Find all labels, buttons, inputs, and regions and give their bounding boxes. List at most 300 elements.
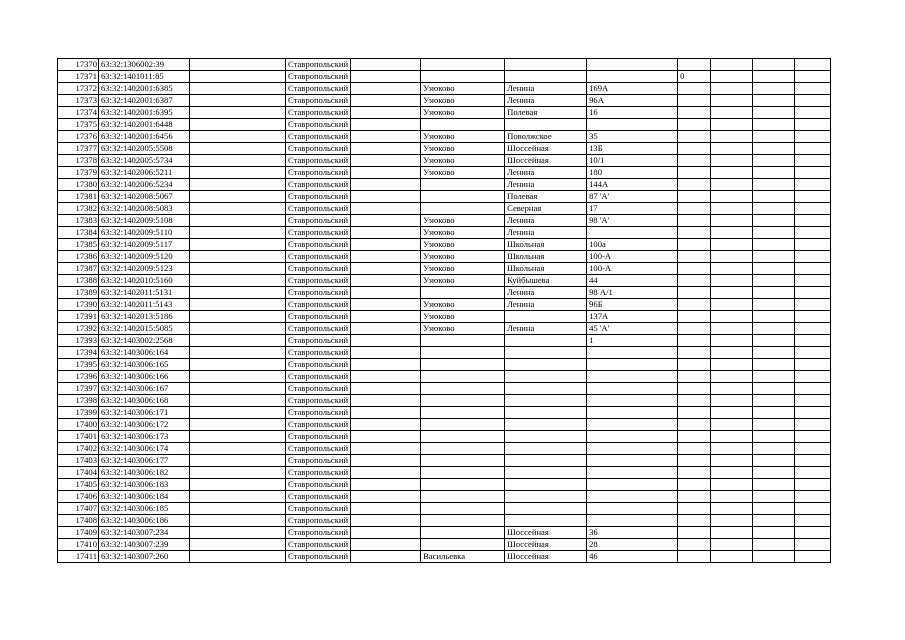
settlement-cell: Узюково: [421, 83, 505, 95]
street-cell: Полевая: [505, 191, 587, 203]
settlement-cell: Узюково: [421, 107, 505, 119]
empty-cell: [753, 95, 795, 107]
table-row: [58, 263, 831, 275]
district-cell: Ставропольский: [286, 479, 351, 491]
extra-cell: [678, 491, 711, 503]
settlement-cell: [421, 335, 505, 347]
empty-cell: [351, 203, 421, 215]
empty-cell: [753, 491, 795, 503]
row-number-cell: 17411: [58, 551, 99, 563]
cadastral-number-cell: 63:32:1403002:2568: [99, 335, 190, 347]
house-cell: 28: [587, 539, 678, 551]
district-cell: Ставропольский: [286, 107, 351, 119]
empty-cell: [711, 191, 753, 203]
district-cell: Ставропольский: [286, 359, 351, 371]
table-row: [58, 155, 831, 167]
settlement-cell: [421, 119, 505, 131]
extra-cell: [678, 311, 711, 323]
row-number-cell: 17385: [58, 239, 99, 251]
table-row: [58, 227, 831, 239]
empty-cell: [711, 227, 753, 239]
extra-cell: [678, 335, 711, 347]
empty-cell: [711, 467, 753, 479]
district-cell: Ставропольский: [286, 143, 351, 155]
table-row: [58, 143, 831, 155]
row-number-cell: 17401: [58, 431, 99, 443]
settlement-cell: [421, 179, 505, 191]
house-cell: [587, 467, 678, 479]
row-number-cell: 17390: [58, 299, 99, 311]
street-cell: [505, 119, 587, 131]
cadastral-number-cell: 63:32:1402013:5186: [99, 311, 190, 323]
empty-cell: [351, 491, 421, 503]
empty-cell: [753, 119, 795, 131]
table-row: [58, 95, 831, 107]
settlement-cell: [421, 467, 505, 479]
empty-cell: [190, 299, 286, 311]
settlement-cell: [421, 539, 505, 551]
settlement-cell: [421, 515, 505, 527]
row-number-cell: 17405: [58, 479, 99, 491]
house-cell: [587, 359, 678, 371]
district-cell: Ставропольский: [286, 467, 351, 479]
empty-cell: [753, 143, 795, 155]
empty-cell: [711, 431, 753, 443]
street-cell: Ленина: [505, 95, 587, 107]
house-cell: 100а: [587, 239, 678, 251]
empty-cell: [190, 107, 286, 119]
cadastral-number-cell: 63:32:1402006:5211: [99, 167, 190, 179]
district-cell: Ставропольский: [286, 59, 351, 71]
empty-cell: [795, 131, 831, 143]
house-cell: 180: [587, 167, 678, 179]
empty-cell: [351, 551, 421, 563]
row-number-cell: 17391: [58, 311, 99, 323]
empty-cell: [351, 443, 421, 455]
table-row: [58, 251, 831, 263]
empty-cell: [190, 131, 286, 143]
settlement-cell: Васильевка: [421, 551, 505, 563]
table-row: [58, 203, 831, 215]
row-number-cell: 17372: [58, 83, 99, 95]
empty-cell: [753, 455, 795, 467]
empty-cell: [351, 311, 421, 323]
settlement-cell: Узюково: [421, 227, 505, 239]
cadastral-number-cell: 63:32:1403006:168: [99, 395, 190, 407]
district-cell: Ставропольский: [286, 71, 351, 83]
settlement-cell: [421, 383, 505, 395]
empty-cell: [351, 527, 421, 539]
cadastral-number-cell: 63:32:1402005:5508: [99, 143, 190, 155]
empty-cell: [190, 395, 286, 407]
table-row: [58, 167, 831, 179]
extra-cell: [678, 515, 711, 527]
empty-cell: [351, 515, 421, 527]
extra-cell: [678, 359, 711, 371]
table-row: [58, 179, 831, 191]
empty-cell: [795, 431, 831, 443]
settlement-cell: Узюково: [421, 143, 505, 155]
empty-cell: [795, 395, 831, 407]
street-cell: [505, 467, 587, 479]
table-row: [58, 479, 831, 491]
street-cell: Ленина: [505, 83, 587, 95]
settlement-cell: [421, 191, 505, 203]
cadastral-number-cell: 63:32:1403006:166: [99, 371, 190, 383]
empty-cell: [190, 239, 286, 251]
house-cell: [587, 455, 678, 467]
district-cell: Ставропольский: [286, 419, 351, 431]
street-cell: [505, 491, 587, 503]
empty-cell: [711, 119, 753, 131]
row-number-cell: 17377: [58, 143, 99, 155]
table-row: [58, 215, 831, 227]
cadastral-number-cell: 63:32:1402006:5234: [99, 179, 190, 191]
house-cell: [587, 71, 678, 83]
empty-cell: [351, 503, 421, 515]
cadastral-number-cell: 63:32:1402001:6385: [99, 83, 190, 95]
extra-cell: [678, 83, 711, 95]
house-cell: 87 'А': [587, 191, 678, 203]
extra-cell: [678, 467, 711, 479]
district-cell: Ставропольский: [286, 239, 351, 251]
extra-cell: [678, 383, 711, 395]
empty-cell: [711, 515, 753, 527]
empty-cell: [351, 263, 421, 275]
empty-cell: [711, 539, 753, 551]
district-cell: Ставропольский: [286, 551, 351, 563]
table-row: [58, 59, 831, 71]
street-cell: Ленина: [505, 323, 587, 335]
empty-cell: [795, 503, 831, 515]
street-cell: [505, 503, 587, 515]
empty-cell: [711, 359, 753, 371]
settlement-cell: [421, 287, 505, 299]
table-row: [58, 467, 831, 479]
row-number-cell: 17409: [58, 527, 99, 539]
street-cell: [505, 395, 587, 407]
cadastral-number-cell: 63:32:1401011:85: [99, 71, 190, 83]
empty-cell: [351, 83, 421, 95]
district-cell: Ставропольский: [286, 203, 351, 215]
district-cell: Ставропольский: [286, 287, 351, 299]
empty-cell: [753, 515, 795, 527]
extra-cell: [678, 119, 711, 131]
empty-cell: [190, 287, 286, 299]
street-cell: [505, 311, 587, 323]
extra-cell: [678, 407, 711, 419]
empty-cell: [795, 107, 831, 119]
table-row: [58, 335, 831, 347]
empty-cell: [711, 479, 753, 491]
empty-cell: [351, 347, 421, 359]
cadastral-number-cell: 63:32:1402005:5734: [99, 155, 190, 167]
table-row: [58, 371, 831, 383]
cadastral-number-cell: 63:32:1306002:39: [99, 59, 190, 71]
empty-cell: [190, 323, 286, 335]
table-row: [58, 443, 831, 455]
empty-cell: [753, 179, 795, 191]
empty-cell: [753, 551, 795, 563]
empty-cell: [753, 323, 795, 335]
empty-cell: [351, 119, 421, 131]
extra-cell: [678, 299, 711, 311]
street-cell: Куйбышева: [505, 275, 587, 287]
street-cell: Поволжское: [505, 131, 587, 143]
settlement-cell: [421, 71, 505, 83]
table-row: [58, 515, 831, 527]
extra-cell: [678, 107, 711, 119]
street-cell: Шоссейная: [505, 527, 587, 539]
empty-cell: [753, 251, 795, 263]
house-cell: [587, 59, 678, 71]
extra-cell: [678, 527, 711, 539]
district-cell: Ставропольский: [286, 215, 351, 227]
empty-cell: [753, 395, 795, 407]
empty-cell: [753, 155, 795, 167]
empty-cell: [190, 467, 286, 479]
street-cell: Полевая: [505, 107, 587, 119]
empty-cell: [795, 203, 831, 215]
cadastral-number-cell: 63:32:1403006:186: [99, 515, 190, 527]
district-cell: Ставропольский: [286, 311, 351, 323]
row-number-cell: 17375: [58, 119, 99, 131]
settlement-cell: [421, 347, 505, 359]
district-cell: Ставропольский: [286, 227, 351, 239]
empty-cell: [351, 395, 421, 407]
empty-cell: [190, 503, 286, 515]
settlement-cell: Узюково: [421, 167, 505, 179]
empty-cell: [190, 539, 286, 551]
empty-cell: [795, 407, 831, 419]
row-number-cell: 17388: [58, 275, 99, 287]
extra-cell: [678, 215, 711, 227]
street-cell: [505, 71, 587, 83]
empty-cell: [795, 527, 831, 539]
house-cell: [587, 347, 678, 359]
cadastral-number-cell: 63:32:1403007:234: [99, 527, 190, 539]
empty-cell: [711, 323, 753, 335]
empty-cell: [190, 59, 286, 71]
empty-cell: [753, 431, 795, 443]
extra-cell: [678, 443, 711, 455]
street-cell: [505, 443, 587, 455]
extra-cell: [678, 275, 711, 287]
empty-cell: [190, 491, 286, 503]
table-row: [58, 383, 831, 395]
row-number-cell: 17400: [58, 419, 99, 431]
district-cell: Ставропольский: [286, 275, 351, 287]
district-cell: Ставропольский: [286, 347, 351, 359]
empty-cell: [711, 179, 753, 191]
row-number-cell: 17383: [58, 215, 99, 227]
row-number-cell: 17404: [58, 467, 99, 479]
settlement-cell: Узюково: [421, 275, 505, 287]
empty-cell: [351, 227, 421, 239]
extra-cell: [678, 347, 711, 359]
extra-cell: [678, 323, 711, 335]
empty-cell: [795, 251, 831, 263]
row-number-cell: 17373: [58, 95, 99, 107]
district-cell: Ставропольский: [286, 443, 351, 455]
row-number-cell: 17379: [58, 167, 99, 179]
extra-cell: [678, 263, 711, 275]
empty-cell: [190, 167, 286, 179]
house-cell: 100-А: [587, 251, 678, 263]
empty-cell: [795, 419, 831, 431]
empty-cell: [753, 275, 795, 287]
district-cell: Ставропольский: [286, 503, 351, 515]
empty-cell: [795, 191, 831, 203]
district-cell: Ставропольский: [286, 191, 351, 203]
cadastral-number-cell: 63:32:1403006:171: [99, 407, 190, 419]
cadastral-number-cell: 63:32:1402001:6395: [99, 107, 190, 119]
settlement-cell: [421, 527, 505, 539]
empty-cell: [795, 299, 831, 311]
district-cell: Ставропольский: [286, 407, 351, 419]
extra-cell: [678, 503, 711, 515]
row-number-cell: 17402: [58, 443, 99, 455]
street-cell: [505, 335, 587, 347]
cadastral-number-cell: 63:32:1402015:5085: [99, 323, 190, 335]
cadastral-number-cell: 63:32:1403006:183: [99, 479, 190, 491]
empty-cell: [795, 467, 831, 479]
empty-cell: [795, 263, 831, 275]
empty-cell: [795, 227, 831, 239]
empty-cell: [795, 239, 831, 251]
extra-cell: [678, 179, 711, 191]
house-cell: [587, 443, 678, 455]
settlement-cell: Узюково: [421, 215, 505, 227]
settlement-cell: Узюково: [421, 239, 505, 251]
table-row: [58, 275, 831, 287]
settlement-cell: Узюково: [421, 251, 505, 263]
district-cell: Ставропольский: [286, 251, 351, 263]
street-cell: Ленина: [505, 179, 587, 191]
table-row: [58, 323, 831, 335]
street-cell: Ленина: [505, 299, 587, 311]
empty-cell: [351, 383, 421, 395]
empty-cell: [795, 347, 831, 359]
district-cell: Ставропольский: [286, 167, 351, 179]
empty-cell: [795, 383, 831, 395]
empty-cell: [711, 215, 753, 227]
table-row: [58, 191, 831, 203]
empty-cell: [795, 311, 831, 323]
empty-cell: [753, 539, 795, 551]
house-cell: [587, 503, 678, 515]
extra-cell: [678, 455, 711, 467]
street-cell: [505, 359, 587, 371]
cadastral-number-cell: 63:32:1402011:5143: [99, 299, 190, 311]
house-cell: 98 А/1: [587, 287, 678, 299]
row-number-cell: 17407: [58, 503, 99, 515]
row-number-cell: 17395: [58, 359, 99, 371]
house-cell: 1: [587, 335, 678, 347]
empty-cell: [753, 107, 795, 119]
empty-cell: [711, 239, 753, 251]
row-number-cell: 17394: [58, 347, 99, 359]
extra-cell: [678, 191, 711, 203]
empty-cell: [753, 347, 795, 359]
house-cell: [587, 227, 678, 239]
street-cell: [505, 59, 587, 71]
row-number-cell: 17378: [58, 155, 99, 167]
settlement-cell: [421, 359, 505, 371]
cadastral-number-cell: 63:32:1403006:165: [99, 359, 190, 371]
empty-cell: [753, 371, 795, 383]
table-row: [58, 299, 831, 311]
house-cell: 45 'А': [587, 323, 678, 335]
cadastral-number-cell: 63:32:1402009:5110: [99, 227, 190, 239]
empty-cell: [795, 143, 831, 155]
house-cell: [587, 431, 678, 443]
cadastral-number-cell: 63:32:1402009:5120: [99, 251, 190, 263]
empty-cell: [795, 287, 831, 299]
empty-cell: [351, 335, 421, 347]
extra-cell: [678, 251, 711, 263]
row-number-cell: 17396: [58, 371, 99, 383]
row-number-cell: 17374: [58, 107, 99, 119]
empty-cell: [351, 215, 421, 227]
empty-cell: [711, 311, 753, 323]
empty-cell: [190, 371, 286, 383]
row-number-cell: 17399: [58, 407, 99, 419]
cadastral-number-cell: 63:32:1402008:5067: [99, 191, 190, 203]
empty-cell: [753, 419, 795, 431]
empty-cell: [795, 515, 831, 527]
empty-cell: [795, 215, 831, 227]
street-cell: [505, 431, 587, 443]
extra-cell: [678, 167, 711, 179]
table-row: [58, 359, 831, 371]
empty-cell: [711, 491, 753, 503]
cadastral-number-cell: 63:32:1403006:177: [99, 455, 190, 467]
street-cell: [505, 347, 587, 359]
cadastral-number-cell: 63:32:1403006:174: [99, 443, 190, 455]
empty-cell: [753, 335, 795, 347]
settlement-cell: [421, 443, 505, 455]
empty-cell: [753, 503, 795, 515]
empty-cell: [753, 167, 795, 179]
empty-cell: [711, 407, 753, 419]
row-number-cell: 17393: [58, 335, 99, 347]
settlement-cell: [421, 455, 505, 467]
empty-cell: [190, 359, 286, 371]
district-cell: Ставропольский: [286, 323, 351, 335]
empty-cell: [753, 203, 795, 215]
row-number-cell: 17384: [58, 227, 99, 239]
table-row: [58, 131, 831, 143]
empty-cell: [351, 299, 421, 311]
street-cell: [505, 419, 587, 431]
street-cell: [505, 515, 587, 527]
empty-cell: [351, 107, 421, 119]
empty-cell: [351, 359, 421, 371]
empty-cell: [753, 479, 795, 491]
empty-cell: [795, 359, 831, 371]
empty-cell: [351, 479, 421, 491]
row-number-cell: 17370: [58, 59, 99, 71]
house-cell: 35: [587, 131, 678, 143]
empty-cell: [190, 179, 286, 191]
empty-cell: [795, 443, 831, 455]
empty-cell: [190, 407, 286, 419]
empty-cell: [190, 191, 286, 203]
row-number-cell: 17406: [58, 491, 99, 503]
empty-cell: [795, 539, 831, 551]
district-cell: Ставропольский: [286, 491, 351, 503]
